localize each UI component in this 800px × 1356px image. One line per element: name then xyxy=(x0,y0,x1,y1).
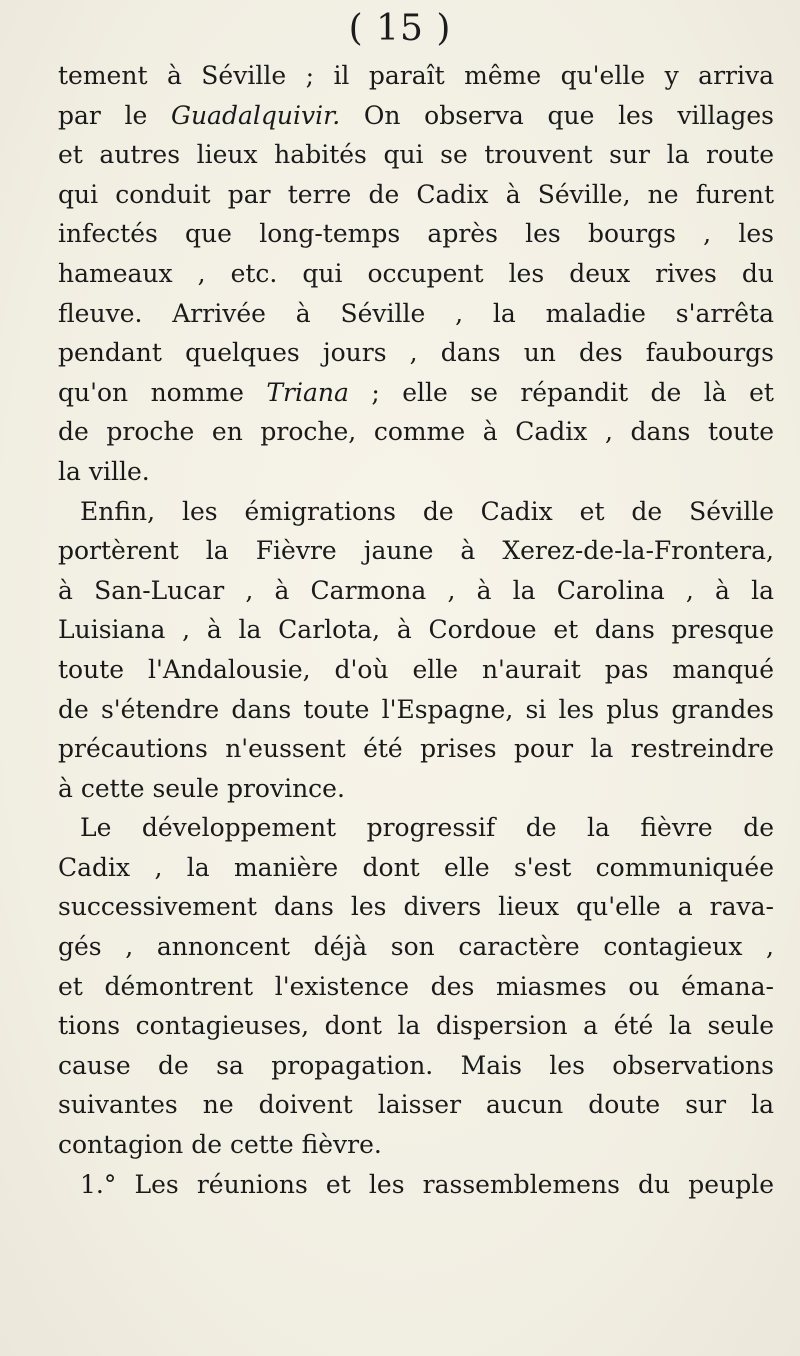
text-line: gés , annoncent déjà son caractère contagieux , xyxy=(58,932,774,962)
body-text xyxy=(58,56,774,1204)
italic-place-name: Guadalquivir. xyxy=(170,100,341,130)
text-line: et démontrent l'existence des miasmes ou émana- xyxy=(58,971,774,1001)
text-line: qui conduit par terre de Cadix à Séville, ne furent xyxy=(58,179,774,209)
text-line: Cadix , la manière dont elle s'est communiquée xyxy=(58,852,774,882)
text-line: la ville. xyxy=(58,456,150,486)
text-line: par le Guadalquivir. On observa que les villages xyxy=(58,100,774,130)
text-line: toute l'Andalousie, d'où elle n'aurait pas manqué xyxy=(58,654,774,684)
text-line: hameaux , etc. qui occupent les deux rives du xyxy=(58,258,774,288)
italic-place-name: Triana xyxy=(266,377,349,407)
text-line: tions contagieuses, dont la dispersion a été la seule xyxy=(58,1011,774,1041)
text-line: portèrent la Fièvre jaune à Xerez-de-la-Frontera, xyxy=(58,536,774,566)
text-line: Luisiana , à la Carlota, à Cordoue et dans presque xyxy=(58,615,774,645)
text-line: 1.° Les réunions et les rassemblemens du peuple xyxy=(80,1169,774,1199)
text-line: successivement dans les divers lieux qu'elle a rava- xyxy=(58,892,774,922)
text-line: tement à Séville ; il paraît même qu'elle y arriva xyxy=(58,61,774,90)
text-line: de proche en proche, comme à Cadix , dans toute xyxy=(58,417,774,447)
text-line: cause de sa propagation. Mais les observations xyxy=(58,1050,774,1080)
text-line: à cette seule province. xyxy=(58,773,345,803)
text-line: fleuve. Arrivée à Séville , la maladie s'arrêta xyxy=(58,298,774,328)
text-line: qu'on nomme Triana ; elle se répandit de là et xyxy=(58,377,774,407)
text-line: suivantes ne doivent laisser aucun doute sur la xyxy=(58,1090,774,1120)
text-line: contagion de cette fièvre. xyxy=(58,1130,382,1160)
page-number: ( 15 ) xyxy=(348,8,452,49)
text-line: infectés que long-temps après les bourgs , les xyxy=(58,219,774,249)
text-line: Le développement progressif de la fièvre de xyxy=(80,813,774,843)
text-line: à San-Lucar , à Carmona , à la Carolina , à la xyxy=(58,575,774,605)
text-line: Enfin, les émigrations de Cadix et de Séville xyxy=(80,496,774,526)
text-line: précautions n'eussent été prises pour la restreindre xyxy=(58,734,774,764)
text-line: pendant quelques jours , dans un des faubourgs xyxy=(58,338,774,368)
text-line: et autres lieux habités qui se trouvent sur la route xyxy=(58,140,774,170)
text-line: de s'étendre dans toute l'Espagne, si les plus grandes xyxy=(58,694,774,724)
